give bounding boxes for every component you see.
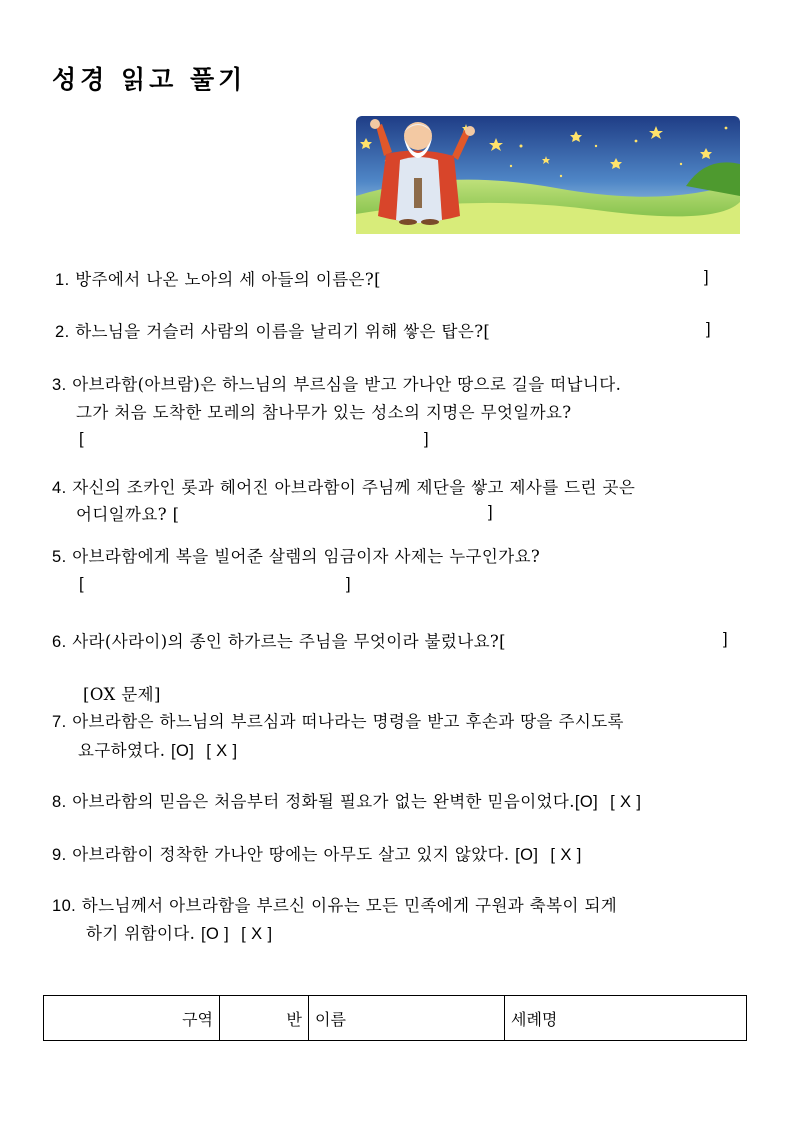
- baptismal-name-cell[interactable]: 세례명: [505, 996, 747, 1041]
- option-x[interactable]: [ X ]: [610, 793, 642, 811]
- ox-question-7-line-2: 요구하였다. [O] [ X ]: [78, 741, 238, 760]
- answer-blank-open: [: [79, 430, 84, 448]
- class-cell[interactable]: 반: [220, 996, 309, 1041]
- question-1: 1. 방주에서 나온 노아의 세 아들의 이름은?[: [55, 270, 381, 289]
- answer-blank-close: ]: [488, 503, 493, 521]
- option-x[interactable]: [ X ]: [550, 846, 582, 864]
- ox-question-10: 10. 하느님께서 아브라함을 부르신 이유는 모든 민족에게 구원과 축복이 되게: [52, 896, 618, 915]
- answer-blank-open: [: [79, 575, 84, 593]
- ox-question-8: 8. 아브라함의 믿음은 처음부터 정화될 필요가 없는 완벽한 믿음이었다.[O] [ X ]: [52, 792, 642, 811]
- answer-blank-close: ]: [346, 575, 351, 593]
- option-o[interactable]: [O]: [574, 793, 599, 811]
- district-cell[interactable]: 구역: [44, 996, 220, 1041]
- option-x[interactable]: [ X ]: [206, 742, 238, 760]
- option-o[interactable]: [O ]: [200, 925, 230, 943]
- question-4: 4. 자신의 조카인 롯과 헤어진 아브라함이 주님께 제단을 쌓고 제사를 드린 곳은: [52, 478, 636, 497]
- question-4-line-2: 어디일까요? [: [76, 505, 180, 524]
- ox-question-9: 9. 아브라함이 정착한 가나안 땅에는 아무도 살고 있지 않았다. [O] [ X ]: [52, 845, 582, 864]
- answer-blank-close: ]: [723, 630, 728, 648]
- question-3: 3. 아브라함(아브람)은 하느님의 부르심을 받고 가나안 땅으로 길을 떠납니다.: [52, 375, 622, 394]
- page-title: 성경 읽고 풀기: [52, 65, 247, 94]
- name-cell[interactable]: 이름: [309, 996, 505, 1041]
- ox-section-heading: [OX 문제]: [83, 685, 161, 704]
- option-x[interactable]: [ X ]: [241, 925, 273, 943]
- question-2: 2. 하느님을 거슬러 사람의 이름을 날리기 위해 쌓은 탑은?[: [55, 322, 491, 341]
- ox-question-7: 7. 아브라함은 하느님의 부르심과 떠나라는 명령을 받고 후손과 땅을 주시도록: [52, 712, 624, 731]
- question-6: 6. 사라(사라이)의 종인 하가르는 주님을 무엇이라 불렀나요?[: [52, 632, 506, 651]
- ox-question-10-line-2: 하기 위함이다. [O ] [ X ]: [86, 924, 273, 943]
- answer-blank-close: ]: [424, 430, 429, 448]
- answer-blank-close: ]: [704, 268, 709, 286]
- option-o[interactable]: [O]: [515, 846, 539, 864]
- student-info-table: [43, 995, 747, 1041]
- abraham-illustration: [356, 116, 740, 234]
- question-3-line-2: 그가 처음 도착한 모레의 참나무가 있는 성소의 지명은 무엇일까요?: [76, 403, 572, 422]
- option-o[interactable]: [O]: [171, 742, 195, 760]
- question-5: 5. 아브라함에게 복을 빌어준 살렘의 임금이자 사제는 누구인가요?: [52, 547, 541, 566]
- answer-blank-close: ]: [706, 320, 711, 338]
